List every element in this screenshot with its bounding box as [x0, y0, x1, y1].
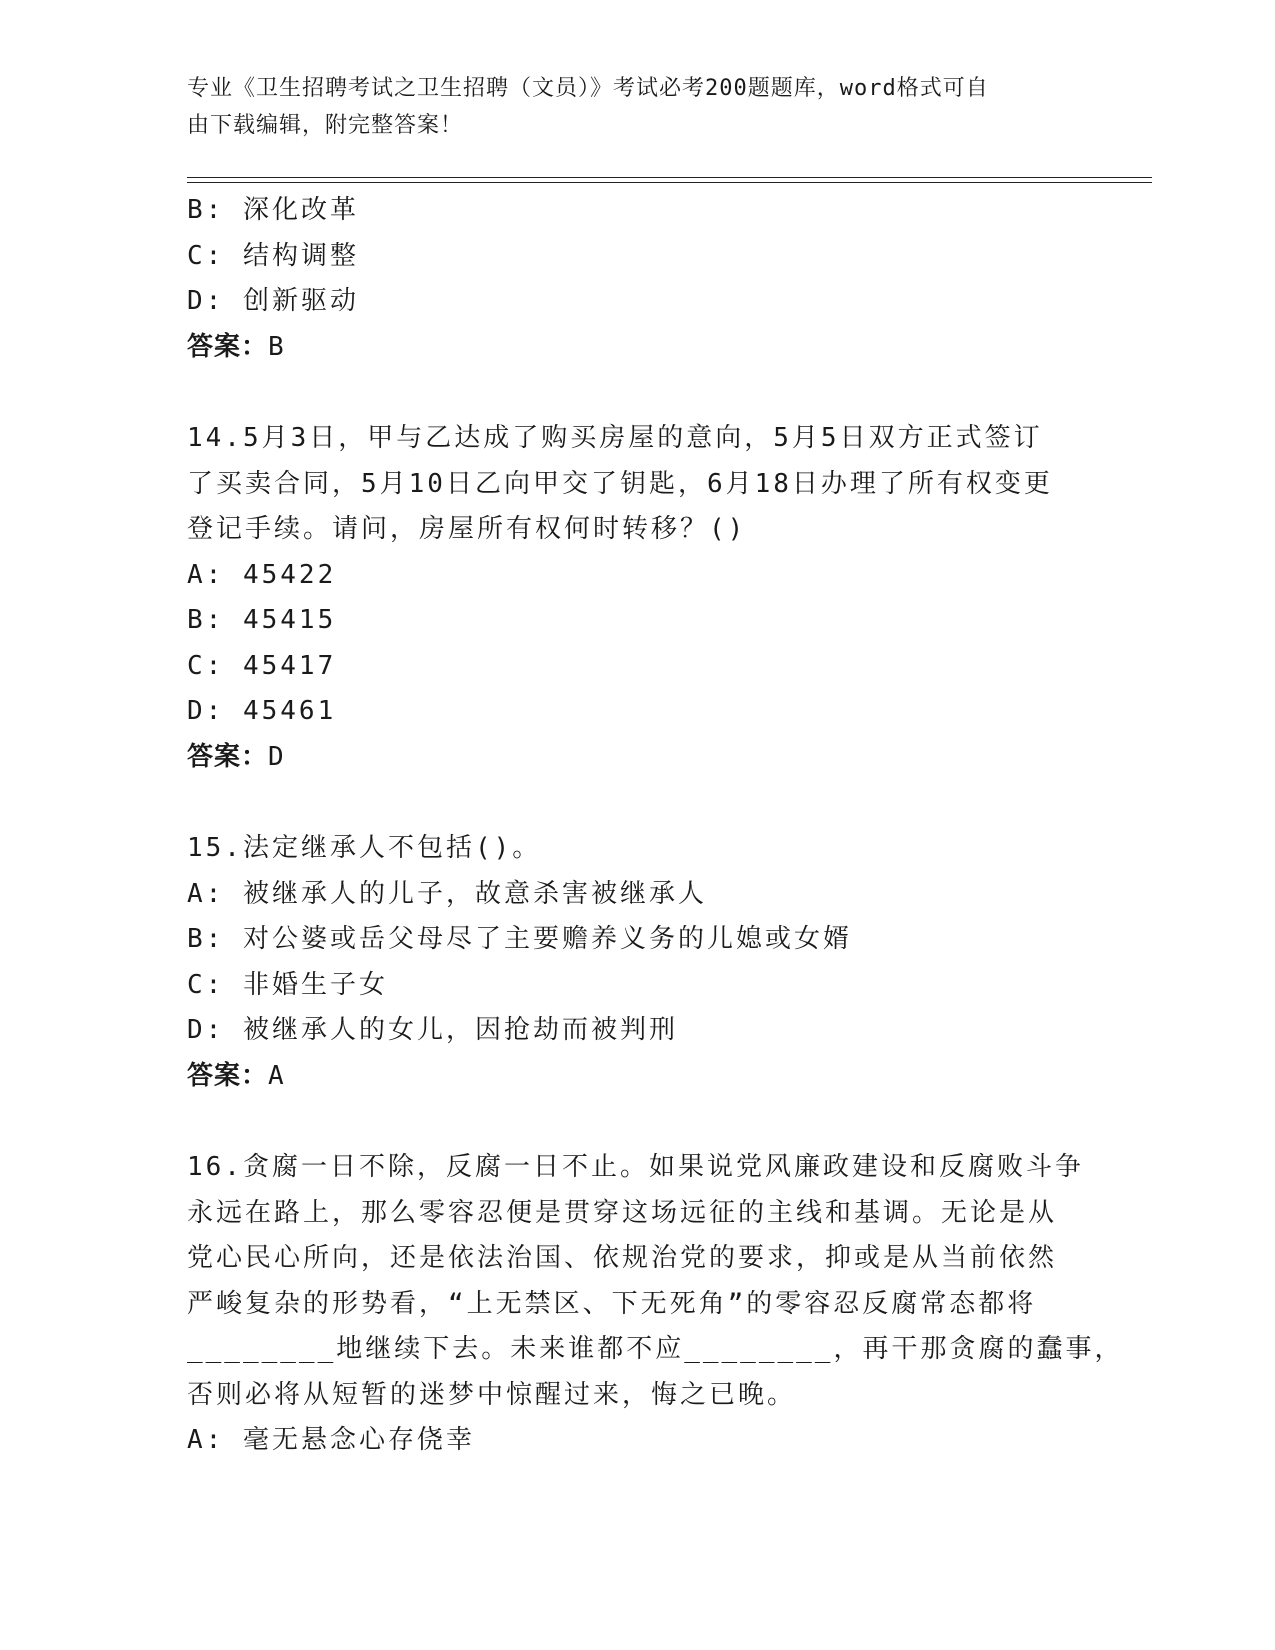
header-rule-bottom: [187, 182, 1152, 183]
question-line: 14.5月3日，甲与乙达成了购买房屋的意向，5月5日双方正式签订: [187, 423, 1043, 453]
question-text: [187, 1145, 1124, 1418]
question-line: 16.贪腐一日不除，反腐一日不止。如果说党风廉政建设和反腐败斗争: [187, 1152, 1084, 1182]
header-line-1: 专业《卫生招聘考试之卫生招聘（文员）》考试必考200题题库，word格式可自: [187, 76, 989, 101]
header-rule-top: [187, 177, 1152, 178]
answer: [187, 735, 1087, 781]
option-b: B: 对公婆或岳父母尽了主要赡养义务的儿媳或女婿: [187, 924, 852, 954]
option-c: C: 结构调整: [187, 240, 359, 271]
option-a: A: 45422: [187, 559, 337, 590]
option-c: C: 非婚生子女: [187, 969, 388, 1000]
answer-label: 答案：: [187, 741, 269, 772]
option-d: D: 45461: [187, 696, 337, 726]
question-15: [187, 826, 1087, 1099]
answer-value: A: [268, 1060, 285, 1091]
option-a: A: 被继承人的儿子，故意杀害被继承人: [187, 878, 707, 909]
option-b: B: 深化改革: [187, 195, 359, 225]
document-header: [187, 70, 1067, 144]
option-d: D: 被继承人的女儿，因抢劫而被判刑: [187, 1015, 678, 1045]
answer-label: 答案：: [187, 1060, 269, 1091]
question-13: [187, 188, 1087, 370]
question-text: [187, 826, 1067, 872]
option-b: B: 45415: [187, 605, 337, 635]
answer-label: 答案：: [187, 331, 269, 362]
answer-value: B: [268, 331, 285, 362]
question-line: 永远在路上，那么零容忍便是贯穿这场远征的主线和基调。无论是从: [187, 1197, 1058, 1228]
option-a: A: 毫无悬念心存侥幸: [187, 1425, 475, 1455]
answer: [187, 1054, 1087, 1100]
header-line-2: 由下载编辑，附完整答案！: [187, 113, 464, 138]
question-14: [187, 416, 1087, 780]
spacer: [187, 370, 1087, 416]
spacer: [187, 780, 1087, 826]
question-16: [187, 1145, 1124, 1464]
answer-value: D: [268, 741, 285, 772]
question-line: 登记手续。请问，房屋所有权何时转移？(): [187, 514, 747, 544]
option-c: C: 45417: [187, 650, 337, 681]
question-line: 了买卖合同，5月10日乙向甲交了钥匙，6月18日办理了所有权变更: [187, 468, 1053, 499]
question-line: ________地继续下去。未来谁都不应________，再干那贪腐的蠢事，: [187, 1334, 1124, 1364]
question-line: 党心民心所向，还是依法治国、依规治党的要求，抑或是从当前依然: [187, 1243, 1058, 1273]
spacer: [187, 1099, 1087, 1145]
question-line: 否则必将从短暂的迷梦中惊醒过来，悔之已晚。: [187, 1379, 797, 1410]
question-text: [187, 416, 1067, 553]
question-line: 15.法定继承人不包括()。: [187, 833, 542, 863]
document-body: [187, 188, 1124, 1464]
option-d: D: 创新驱动: [187, 286, 359, 316]
question-line: 严峻复杂的形势看，“上无禁区、下无死角”的零容忍反腐常态都将: [187, 1288, 1037, 1319]
answer: [187, 325, 1087, 371]
